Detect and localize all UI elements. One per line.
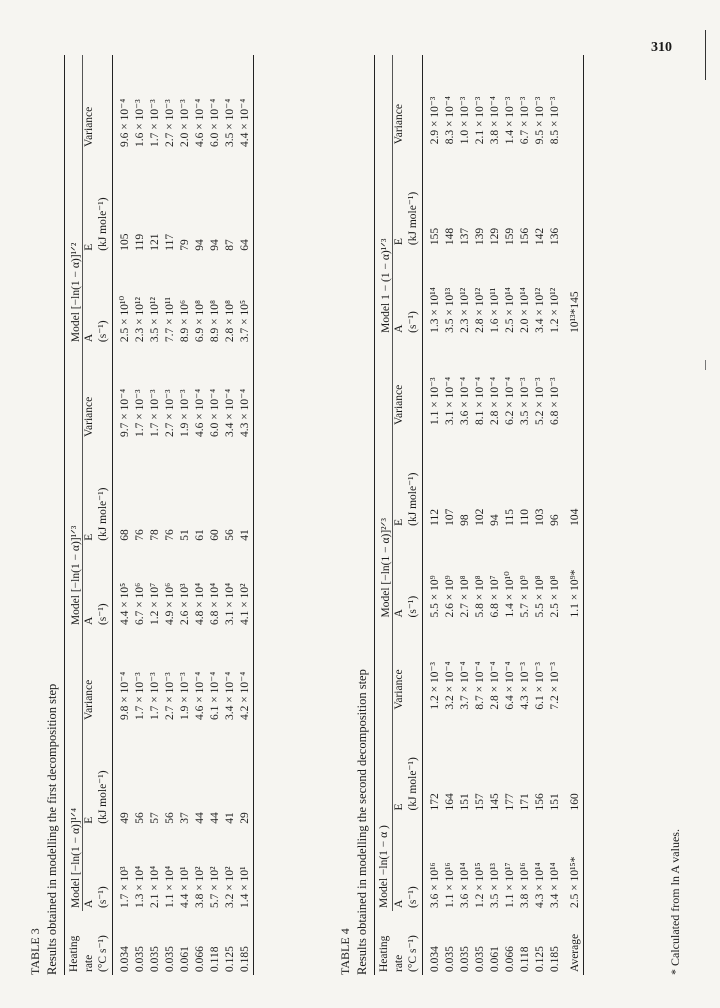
table-cell: 4.3 × 10⁻³ — [519, 662, 531, 710]
table-cell: 177 — [504, 793, 516, 811]
table-cell: 1.4 × 10⁻³ — [504, 96, 516, 145]
table-cell: 160 — [568, 713, 584, 814]
table-row — [163, 55, 178, 975]
table-cell: 1.4 × 10¹ — [238, 827, 254, 911]
table-cell: 56 — [134, 812, 146, 824]
table-cell: 1.7 × 10⁻³ — [134, 389, 146, 437]
table-cell: 76 — [164, 529, 176, 541]
table-cell: 3.7 × 10⁻⁴ — [459, 661, 471, 710]
col-header: Variance — [393, 669, 405, 710]
table-cell: 3.4 × 10¹⁴ — [549, 862, 561, 908]
table-cell: 1.6 × 10¹¹ — [489, 287, 501, 333]
table-cell: 76 — [134, 529, 146, 541]
table-cell: 8.3 × 10⁻⁴ — [444, 96, 456, 145]
col-header: Variance — [83, 106, 95, 147]
col-unit — [405, 55, 423, 147]
rate-header: Heating — [65, 911, 83, 975]
table-cell: 6.0 × 10⁻⁴ — [209, 388, 221, 437]
table-cell: 94 — [209, 239, 221, 251]
table-cell: 5.5 × 10⁹ — [429, 575, 441, 618]
table-cell: 57 — [149, 812, 161, 824]
table-cell: 3.1 × 10⁴ — [224, 582, 236, 626]
col-unit: (kJ mole⁻¹) — [95, 723, 113, 827]
col-header: Variance — [83, 679, 95, 720]
table-cell: 2.1 × 10⁻³ — [474, 96, 486, 145]
table-cell: 8.9 × 10⁶ — [179, 299, 191, 343]
table-cell: 51 — [179, 529, 191, 541]
col-header: A — [393, 609, 405, 618]
table-cell: 3.5 × 10⁻⁴ — [224, 98, 236, 147]
table-cell: 1.6 × 10⁻³ — [134, 99, 146, 147]
rate-header: rate — [82, 954, 95, 972]
table-cell: 1.2 × 10⁻³ — [429, 662, 441, 710]
table-cell: 151 — [549, 793, 561, 811]
table-cell: 7.7 × 10¹¹ — [164, 297, 176, 343]
rate-unit: (°C s⁻¹) — [405, 911, 423, 975]
table-cell: 9.8 × 10⁻⁴ — [119, 671, 131, 720]
table-cell: 41 — [224, 812, 236, 824]
table-cell: 2.8 × 10⁸ — [224, 299, 236, 343]
table-cell: 4.3 × 10⁻⁴ — [238, 345, 254, 440]
table-cell: 112 — [429, 509, 441, 526]
table3-body — [113, 55, 254, 975]
table-cell: 98 — [459, 514, 471, 526]
table-row — [458, 55, 473, 975]
table-row — [238, 55, 254, 975]
table-cell: 2.5 × 10¹⁵* — [568, 814, 584, 912]
table3-caption: Results obtained in modelling the first decomposition step — [45, 683, 59, 975]
table-cell: 1.9 × 10⁻³ — [179, 389, 191, 437]
table-cell: 1.3 × 10⁴ — [134, 865, 146, 908]
table-cell: 4.6 × 10⁻⁴ — [194, 388, 206, 437]
table-cell: 2.8 × 10⁻⁴ — [489, 661, 501, 710]
col-header: A — [83, 616, 95, 626]
table-cell: 96 — [549, 514, 561, 526]
table-cell: 60 — [209, 529, 221, 541]
footnote: * Calculated from ln A values. — [668, 829, 682, 975]
table-cell: 9.7 × 10⁻⁴ — [119, 388, 131, 437]
table-cell: 0.061 — [489, 946, 501, 972]
table4 — [374, 55, 584, 975]
table-cell: 56 — [164, 812, 176, 824]
table-cell: 44 — [194, 812, 206, 824]
table-row — [488, 55, 503, 975]
table-cell: 2.7 × 10⁻³ — [164, 99, 176, 147]
table-row — [118, 55, 133, 975]
table-cell: 3.5 × 10⁻³ — [519, 377, 531, 426]
table-cell: 2.5 × 10¹⁰ — [119, 295, 131, 343]
table-cell: 6.9 × 10⁸ — [194, 299, 206, 343]
table-cell: 3.4 × 10¹² — [534, 287, 546, 333]
table-cell: 142 — [534, 227, 546, 246]
table-cell: 0.118 — [519, 946, 531, 972]
col-unit: (kJ mole⁻¹) — [405, 428, 423, 529]
table-cell: 0.035 — [164, 946, 176, 972]
table-row — [193, 55, 208, 975]
col-header: E — [393, 518, 405, 526]
table-cell: 1.3 × 10¹⁴ — [429, 287, 441, 333]
table-cell: 2.7 × 10⁻³ — [164, 389, 176, 437]
rate-header: rate — [392, 954, 405, 972]
table-cell: 107 — [444, 508, 456, 526]
table-cell: 145 — [489, 793, 501, 811]
table-cell: 2.1 × 10⁴ — [149, 865, 161, 908]
table-cell: 8.1 × 10⁻⁴ — [474, 376, 486, 426]
model-header: Model [−ln(1 − α)]¹ᐟ³ — [65, 345, 83, 628]
table-cell: 3.2 × 10⁻⁴ — [444, 661, 456, 710]
table-cell: 3.6 × 10⁻⁴ — [459, 376, 471, 426]
table-cell: 49 — [119, 812, 131, 824]
table-cell: 4.8 × 10⁴ — [194, 582, 206, 626]
table-cell: 2.5 × 10⁸ — [549, 575, 561, 618]
table-cell: 56 — [224, 529, 236, 541]
table-cell: 151 — [459, 793, 471, 811]
col-header: A — [83, 333, 95, 343]
table-cell: 7.2 × 10⁻³ — [549, 662, 561, 710]
table-cell: 0.118 — [209, 946, 221, 972]
table-row — [223, 55, 238, 975]
table-row — [208, 55, 223, 975]
table-cell — [568, 55, 584, 147]
table-cell: 105 — [119, 233, 131, 251]
col-header: A — [393, 899, 405, 908]
table-cell: 4.2 × 10⁻⁴ — [238, 628, 254, 723]
table-cell: 1.1 × 10¹⁶ — [444, 862, 456, 908]
table-cell: 115 — [504, 509, 516, 526]
model-header: Model [−ln(1 − α)]¹ᐟ² — [65, 55, 83, 345]
table-cell: 94 — [489, 514, 501, 526]
table4-label: TABLE 4 — [338, 928, 352, 975]
table-cell: 1.4 × 10¹⁰ — [504, 571, 516, 618]
table-cell: 0.035 — [444, 946, 456, 972]
table-cell: 1.1 × 10⁴ — [164, 865, 176, 908]
col-unit: (s⁻¹) — [95, 544, 113, 628]
table-cell: 172 — [429, 793, 441, 811]
table-cell: 0.185 — [549, 946, 561, 972]
table-cell: 8.9 × 10⁸ — [209, 299, 221, 343]
col-unit — [405, 620, 423, 712]
table-cell: 9.6 × 10⁻⁴ — [119, 98, 131, 147]
table-cell: 119 — [134, 233, 146, 251]
table-cell: 0.035 — [459, 946, 471, 972]
table-cell: 3.4 × 10⁻⁴ — [224, 388, 236, 437]
table-cell: 139 — [474, 227, 486, 246]
col-header: A — [393, 324, 405, 333]
table-cell: 156 — [519, 227, 531, 246]
table-cell: 8.5 × 10⁻³ — [549, 96, 561, 145]
table-cell: 6.7 × 10⁻³ — [519, 96, 531, 145]
table-cell: 9.5 × 10⁻³ — [534, 96, 546, 145]
table-cell: 156 — [534, 793, 546, 811]
table-cell: 0.034 — [119, 946, 131, 972]
table-cell: 10¹³*145 — [568, 248, 584, 336]
model-header: Model 1 − (1 − α)¹ᐟ³ — [375, 55, 393, 336]
table-cell: 2.8 × 10¹² — [474, 287, 486, 333]
col-unit: (kJ mole⁻¹) — [405, 147, 423, 248]
table-cell: 1.9 × 10⁻³ — [179, 672, 191, 720]
col-unit — [95, 55, 113, 150]
table-cell: 3.4 × 10⁻⁴ — [224, 671, 236, 720]
table-cell: 1.2 × 10⁷ — [149, 582, 161, 626]
col-unit: (s⁻¹) — [405, 248, 423, 336]
table-cell: 171 — [519, 793, 531, 811]
table-cell: 6.8 × 10⁴ — [209, 582, 221, 626]
table-cell: 6.2 × 10⁻⁴ — [504, 376, 516, 426]
table-cell: 4.6 × 10⁻⁴ — [194, 98, 206, 147]
table-cell: 3.6 × 10¹⁴ — [459, 862, 471, 908]
table4-body — [423, 55, 584, 975]
table-cell: 0.125 — [224, 946, 236, 972]
table-cell: 117 — [164, 233, 176, 251]
table-row — [443, 55, 458, 975]
col-unit — [95, 345, 113, 440]
table-cell: 1.7 × 10⁻³ — [134, 672, 146, 720]
table-cell: 104 — [568, 428, 584, 529]
table-cell: 44 — [209, 812, 221, 824]
col-unit: (s⁻¹) — [405, 814, 423, 912]
table-cell: 1.2 × 10¹⁵ — [474, 862, 486, 908]
table-cell: 4.4 × 10¹ — [179, 866, 191, 908]
table-cell: 1.1 × 10¹⁷ — [504, 862, 516, 908]
table-row — [473, 55, 488, 975]
table-cell: 0.035 — [474, 946, 486, 972]
table-cell: 41 — [238, 440, 254, 544]
table-cell: 37 — [179, 812, 191, 824]
table-cell: 3.8 × 10⁻⁴ — [489, 96, 501, 145]
col-unit: (kJ mole⁻¹) — [405, 713, 423, 814]
table-cell: 3.1 × 10⁻⁴ — [444, 376, 456, 426]
model-header: Model −ln(1 − α ) — [375, 620, 393, 911]
table3-label: TABLE 3 — [28, 928, 42, 975]
table-cell: 61 — [194, 529, 206, 541]
table-cell: 4.3 × 10¹⁴ — [534, 862, 546, 908]
table-cell: 1.1 × 10⁹* — [568, 529, 584, 621]
table-cell: 3.5 × 10¹³ — [444, 287, 456, 333]
table-row — [548, 55, 563, 975]
page-number: 310 — [651, 40, 672, 55]
table-cell: 3.5 × 10¹³ — [489, 862, 501, 908]
table-cell: 164 — [444, 793, 456, 811]
table-cell: 1.0 × 10⁻³ — [459, 96, 471, 145]
model-header: Model [−ln(1 − α)]²ᐟ³ — [375, 336, 393, 621]
table-cell: 102 — [474, 508, 486, 526]
table-cell: 137 — [459, 227, 471, 246]
col-header: Variance — [393, 104, 405, 145]
col-unit: (kJ mole⁻¹) — [95, 440, 113, 544]
table-cell: 4.4 × 10⁻⁴ — [238, 55, 254, 150]
col-unit: (s⁻¹) — [95, 827, 113, 911]
table-cell: 110 — [519, 509, 531, 526]
col-header: Variance — [83, 396, 95, 437]
table-cell: 1.7 × 10⁻³ — [149, 672, 161, 720]
table4-caption: Results obtained in modelling the second decomposition step — [355, 669, 369, 975]
col-header: E — [393, 238, 405, 246]
table-cell: 0.066 — [194, 946, 206, 972]
rotated-content — [28, 55, 688, 975]
table-cell: 4.6 × 10⁻⁴ — [194, 671, 206, 720]
table-cell: 121 — [149, 233, 161, 251]
table-cell: 148 — [444, 227, 456, 246]
table-cell: 2.7 × 10⁸ — [459, 575, 471, 618]
table-cell: 5.2 × 10⁻³ — [534, 377, 546, 426]
col-header: E — [393, 803, 405, 811]
table-cell: 0.185 — [238, 911, 254, 975]
table-cell: 1.2 × 10¹² — [549, 287, 561, 333]
table-cell: 4.4 × 10⁵ — [119, 582, 131, 626]
table-cell: 5.7 × 10² — [209, 866, 221, 908]
table-cell: 6.4 × 10⁻⁴ — [504, 661, 516, 710]
table-cell: 1.7 × 10⁻³ — [149, 99, 161, 147]
table-row — [428, 55, 443, 975]
table-cell: 1.1 × 10⁻³ — [429, 377, 441, 426]
table-cell: 0.066 — [504, 946, 516, 972]
col-unit: (s⁻¹) — [95, 254, 113, 345]
table-row — [518, 55, 533, 975]
table-cell: 2.5 × 10¹⁴ — [504, 287, 516, 333]
table3 — [64, 55, 254, 975]
table-cell: 0.125 — [534, 946, 546, 972]
table-cell: 2.0 × 10⁻³ — [179, 99, 191, 147]
table-cell: 4.9 × 10⁶ — [164, 582, 176, 626]
table-cell: 68 — [119, 529, 131, 541]
table-cell: 87 — [224, 239, 236, 251]
table-cell: 79 — [179, 239, 191, 251]
table-cell: 103 — [534, 508, 546, 526]
rate-header: Heating — [375, 911, 393, 975]
col-header: E — [83, 243, 95, 251]
model-header: Model [−ln(1 − α)]¹ᐟ⁴ — [65, 628, 83, 911]
col-header: E — [83, 816, 95, 824]
table-cell: 2.3 × 10¹² — [459, 287, 471, 333]
table-cell: 2.3 × 10¹² — [134, 297, 146, 343]
table-cell: 2.9 × 10⁻³ — [429, 96, 441, 145]
table-cell: 5.8 × 10⁸ — [474, 575, 486, 618]
rate-unit: (°C s⁻¹) — [95, 911, 113, 975]
table-cell: 129 — [489, 227, 501, 246]
table-cell: 6.8 × 10⁻³ — [549, 377, 561, 426]
table-cell: 6.1 × 10⁻⁴ — [209, 671, 221, 720]
col-unit: (kJ mole⁻¹) — [95, 150, 113, 254]
table-cell: 2.6 × 10³ — [179, 583, 191, 626]
table-cell: 0.061 — [179, 946, 191, 972]
table-cell: Average — [568, 911, 584, 975]
table-cell: 2.6 × 10⁹ — [444, 575, 456, 618]
table-cell: 3.6 × 10¹⁶ — [429, 862, 441, 908]
table-cell: 6.7 × 10⁶ — [134, 582, 146, 626]
table-cell: 8.7 × 10⁻⁴ — [474, 661, 486, 710]
table-row — [133, 55, 148, 975]
col-unit — [95, 628, 113, 723]
page-edge-mark — [705, 30, 706, 80]
table-cell: 3.2 × 10² — [224, 866, 236, 908]
table-cell: 3.7 × 10⁵ — [238, 254, 254, 345]
table-cell: 3.5 × 10¹² — [149, 297, 161, 343]
col-header: A — [83, 899, 95, 908]
table-cell: 94 — [194, 239, 206, 251]
table-row — [178, 55, 193, 975]
table-cell: 3.8 × 10¹⁶ — [519, 862, 531, 908]
table-cell: 2.7 × 10⁻³ — [164, 672, 176, 720]
table-cell: 5.5 × 10⁸ — [534, 575, 546, 618]
table-cell: 6.8 × 10⁷ — [489, 575, 501, 618]
average-row — [568, 55, 584, 975]
table-cell: 136 — [549, 227, 561, 246]
table-row — [533, 55, 548, 975]
table-cell: 5.7 × 10⁹ — [519, 575, 531, 618]
table-cell: 64 — [238, 150, 254, 254]
col-header: E — [83, 533, 95, 541]
table-cell: 0.034 — [429, 946, 441, 972]
table-cell: 0.035 — [134, 946, 146, 972]
col-header: Variance — [393, 384, 405, 426]
table-cell: 159 — [504, 227, 516, 246]
table-cell — [568, 336, 584, 428]
table-cell: 1.7 × 10³ — [119, 866, 131, 908]
table-row — [148, 55, 163, 975]
table-cell: 0.035 — [149, 946, 161, 972]
table-cell — [568, 620, 584, 712]
table-cell: 155 — [429, 227, 441, 246]
table-row — [503, 55, 518, 975]
table-cell: 2.8 × 10⁻⁴ — [489, 376, 501, 426]
page-edge-mark — [705, 360, 706, 370]
table-cell: 6.1 × 10⁻³ — [534, 662, 546, 710]
col-unit: (s⁻¹) — [405, 529, 423, 621]
col-unit — [405, 336, 423, 428]
table-cell: 157 — [474, 793, 486, 811]
table-cell: 4.1 × 10² — [238, 544, 254, 628]
table-cell: 6.0 × 10⁻⁴ — [209, 98, 221, 147]
table-cell: 78 — [149, 529, 161, 541]
table-cell: 1.7 × 10⁻³ — [149, 389, 161, 437]
table-cell: 29 — [238, 723, 254, 827]
table-cell: 3.8 × 10² — [194, 866, 206, 908]
table-cell — [568, 147, 584, 248]
table-cell: 2.0 × 10¹⁴ — [519, 287, 531, 333]
